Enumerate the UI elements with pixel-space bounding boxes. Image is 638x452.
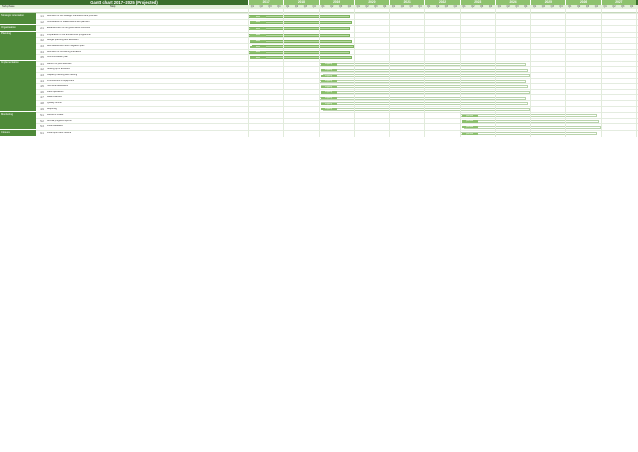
tick-label: Q3	[303, 5, 307, 8]
tick-label: Q1	[497, 5, 501, 8]
row-number: 3.2	[40, 39, 44, 43]
tick-label: Q2	[471, 5, 475, 8]
row-description: Field operations	[47, 90, 64, 93]
row-description: Reporting	[47, 107, 57, 110]
month-label: 2019	[319, 0, 354, 5]
tick-label: Q1	[286, 5, 290, 8]
row-description: Preparation of the annual work programme	[47, 33, 91, 36]
status-badge: done	[250, 28, 266, 30]
tick-label: Q4	[524, 5, 528, 8]
tick-label: Q4	[383, 5, 387, 8]
tick-label: Q3	[338, 5, 343, 8]
grid-line	[636, 9, 637, 137]
row-description: Communication plan	[47, 56, 68, 59]
tick-label: Q4	[594, 5, 598, 8]
row-description: Launch of pilot activities	[47, 62, 72, 65]
grid-line	[283, 9, 284, 137]
grid-line	[248, 9, 249, 137]
tick-label: Q2	[259, 5, 263, 8]
tick-label: Q2	[365, 5, 369, 8]
tick-label: Q4	[418, 5, 422, 8]
row-number: 4.9	[40, 107, 44, 111]
tick-label: Q1	[427, 5, 431, 8]
row-description: Technical assistance	[47, 85, 69, 88]
status-badge: done	[250, 46, 266, 48]
tick-label: Q4	[488, 5, 493, 8]
row-description: Establishment of the governance structure	[47, 27, 91, 30]
row-number: 4.5	[40, 85, 44, 89]
section-label: Planning	[0, 32, 36, 60]
tick-label: Q3	[585, 5, 590, 8]
status-badge: done	[250, 16, 266, 18]
section-label: Implementation	[0, 61, 36, 111]
row-description: Capacity building and training	[47, 74, 78, 76]
section-label: Organisation	[0, 25, 36, 31]
row-number: 5.3	[40, 125, 44, 129]
row-number: 5.1	[40, 114, 44, 118]
tick-label: Q1	[532, 5, 537, 8]
month-label: 2020	[354, 0, 389, 5]
section-label: Closure	[0, 130, 36, 136]
month-label: 2018	[283, 0, 318, 5]
section-label: Monitoring	[0, 112, 36, 129]
tick-label: Q1	[568, 5, 572, 8]
row-number: 4.8	[40, 102, 44, 105]
row-number: 6.1	[40, 132, 44, 135]
tick-label: Q4	[347, 5, 351, 8]
col-step-header: Step	[110, 5, 116, 8]
status-badge: ongoing	[321, 91, 337, 93]
grid-line	[601, 9, 602, 137]
grid-line	[530, 9, 531, 137]
status-badge: ongoing	[321, 63, 337, 65]
status-badge: planned	[462, 126, 478, 128]
tick-label: Q3	[550, 5, 554, 8]
status-badge: done	[250, 57, 266, 59]
tick-label: Q3	[268, 5, 272, 8]
grid-line	[389, 9, 390, 137]
month-label: 2027	[601, 0, 636, 5]
tick-label: Q2	[294, 5, 299, 8]
tick-label: Q1	[250, 5, 254, 8]
row-description: Data collection	[47, 96, 63, 99]
section-label: Strategic orientation	[0, 13, 36, 24]
status-badge: done	[250, 51, 266, 53]
tick-label: Q2	[330, 5, 334, 8]
status-badge: ongoing	[321, 103, 337, 105]
tick-label: Q3	[515, 5, 519, 8]
status-badge: ongoing	[321, 86, 337, 88]
gantt-bar[interactable]	[464, 126, 601, 129]
tick-label: Q2	[577, 5, 581, 8]
tick-label: Q4	[629, 5, 634, 8]
tick-label: Q4	[559, 5, 563, 8]
tick-label: Q1	[462, 5, 466, 8]
grid-line	[354, 9, 355, 137]
row-number: 4.2	[40, 68, 44, 72]
tick-label: Q3	[480, 5, 484, 8]
status-badge: done	[250, 40, 266, 42]
row-description: Final report and closure	[47, 132, 72, 134]
row-number: 3.1	[40, 33, 44, 37]
row-number: 1.2	[40, 20, 44, 24]
tick-label: Q2	[541, 5, 545, 8]
row-description: Mid-term review	[47, 114, 64, 117]
status-badge: ongoing	[321, 108, 337, 110]
tick-label: Q1	[391, 5, 396, 8]
tick-label: Q1	[603, 5, 607, 8]
tick-label: Q2	[612, 5, 616, 8]
month-label: 2023	[460, 0, 495, 5]
grid-line	[424, 9, 425, 137]
month-label: 2024	[495, 0, 530, 5]
row-number: 4.4	[40, 79, 44, 83]
row-number: 2.1	[40, 27, 44, 31]
row-number: 1.1	[40, 15, 44, 18]
tick-label: Q2	[506, 5, 510, 8]
status-badge: done	[250, 34, 266, 36]
month-label: 2022	[424, 0, 459, 5]
status-badge: ongoing	[321, 97, 337, 99]
tick-label: Q1	[321, 5, 325, 8]
tick-label: Q4	[453, 5, 457, 8]
row-number: 3.4	[40, 50, 44, 54]
row-description: Scaling up of activities	[47, 68, 70, 71]
gantt-bar[interactable]	[460, 132, 597, 135]
status-badge: planned	[462, 115, 478, 117]
row-number: 4.1	[40, 62, 44, 66]
status-badge: ongoing	[321, 75, 337, 77]
status-badge: planned	[462, 120, 478, 122]
row-description: Definition of monitoring indicators	[47, 50, 81, 53]
tick-label: Q3	[374, 5, 378, 8]
grid-line	[319, 9, 320, 137]
status-badge: ongoing	[321, 69, 337, 71]
row-description: Annual progress reports	[47, 119, 72, 122]
row-number: 3.5	[40, 56, 44, 60]
row-number: 4.3	[40, 74, 44, 77]
status-badge: done	[250, 21, 266, 23]
row-description: Consultation of stakeholders and partners	[47, 20, 90, 23]
status-badge: ongoing	[321, 80, 337, 82]
tick-label: Q2	[400, 5, 404, 8]
month-label: 2026	[565, 0, 600, 5]
grid-line	[495, 9, 496, 137]
row-number: 4.7	[40, 96, 44, 100]
tick-label: Q4	[312, 5, 316, 8]
row-description: Procurement of equipment	[47, 79, 75, 82]
row-number: 5.2	[40, 119, 44, 123]
tick-label: Q2	[435, 5, 440, 8]
tick-label: Q3	[444, 5, 448, 8]
month-label: 2021	[389, 0, 424, 5]
grid-line	[460, 9, 461, 137]
row-description: Risk assessment and mitigation plan	[47, 45, 85, 47]
tick-label: Q1	[356, 5, 360, 8]
row-description: Definition of the strategic framework and priorities	[47, 15, 98, 17]
tick-label: Q4	[277, 5, 281, 8]
month-label: 2025	[530, 0, 565, 5]
chart-title: Gantt chart 2017–2025 (Projected)	[90, 0, 158, 5]
tick-label: Q3	[409, 5, 413, 8]
row-description: Quality control	[47, 102, 62, 104]
row-description: Final evaluation	[47, 125, 64, 128]
grid-line	[565, 9, 566, 137]
row-number: 4.6	[40, 90, 44, 94]
tick-label: Q3	[621, 5, 625, 8]
row-number: 3.3	[40, 45, 44, 48]
month-label: 2017	[248, 0, 283, 5]
status-badge: planned	[462, 133, 478, 135]
row-description: Budget planning and allocation	[47, 39, 79, 42]
col-sub-phase-header: Sub-phase	[2, 5, 15, 8]
